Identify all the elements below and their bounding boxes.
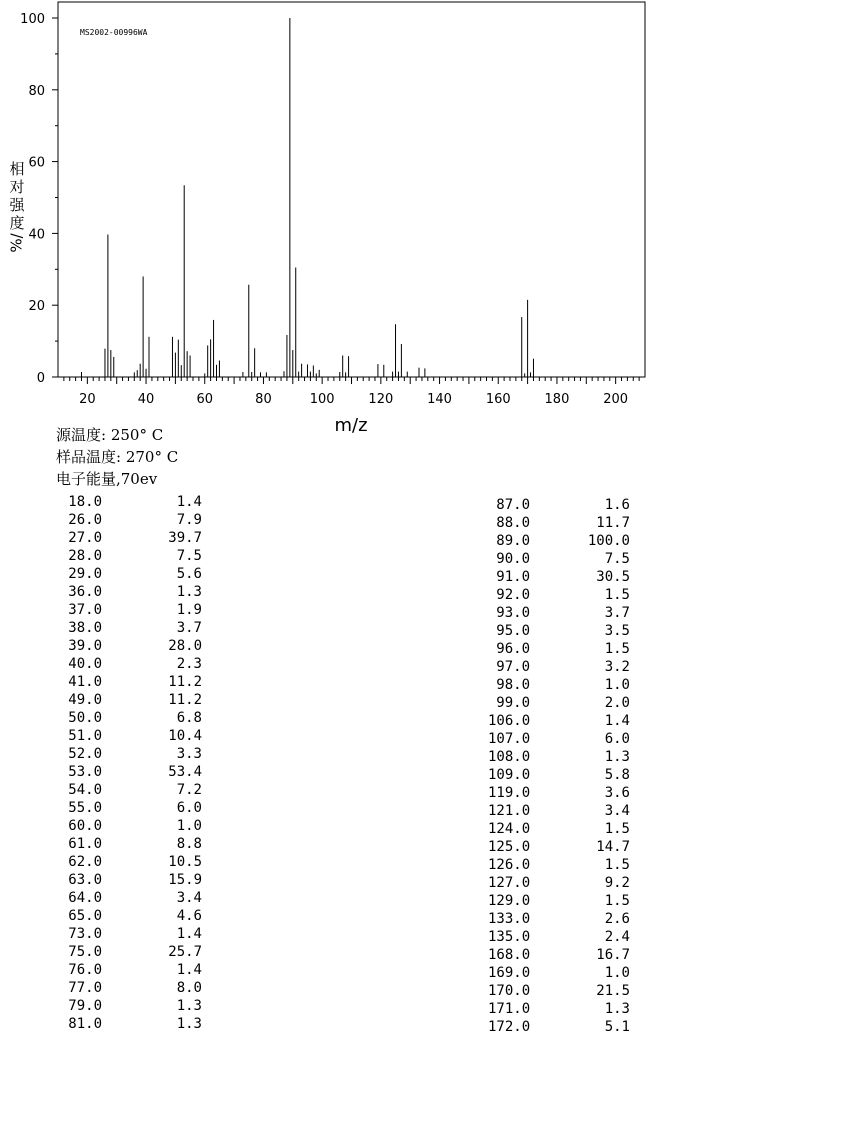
y-tick-label: 0 xyxy=(36,371,45,386)
table-row xyxy=(60,781,202,799)
table-row xyxy=(60,943,202,961)
mz-value: 107.0 xyxy=(488,731,531,747)
abundance-value: 2.6 xyxy=(604,911,630,927)
table-row xyxy=(60,493,202,511)
abundance-value: 1.4 xyxy=(176,494,202,510)
table-row xyxy=(60,925,202,943)
abundance-value: 1.0 xyxy=(604,965,630,981)
mz-value: 26.0 xyxy=(68,512,102,528)
x-tick-label: 200 xyxy=(603,392,629,407)
abundance-value: 3.4 xyxy=(176,890,202,906)
source-temperature: 源温度: 250° C xyxy=(56,426,164,444)
table-row xyxy=(488,838,630,856)
mz-value: 76.0 xyxy=(68,962,102,978)
mz-value: 61.0 xyxy=(68,836,102,852)
abundance-value: 16.7 xyxy=(596,947,630,963)
x-tick-label: 180 xyxy=(544,392,570,407)
abundance-value: 1.3 xyxy=(176,584,202,600)
y-tick-label: 40 xyxy=(28,227,45,243)
sample-temperature: 样品温度: 270° C xyxy=(56,448,179,466)
table-row xyxy=(60,601,202,619)
sample-id: MS2002-00996WA xyxy=(80,28,148,37)
abundance-value: 28.0 xyxy=(168,638,202,654)
table-row xyxy=(60,619,202,637)
mz-value: 36.0 xyxy=(68,584,102,600)
abundance-value: 21.5 xyxy=(596,983,630,999)
table-row xyxy=(60,511,202,529)
table-row xyxy=(60,979,202,997)
mz-value: 29.0 xyxy=(68,566,102,582)
table-row xyxy=(488,910,630,928)
mz-value: 37.0 xyxy=(68,602,102,618)
table-row xyxy=(60,565,202,583)
mz-value: 51.0 xyxy=(68,728,102,744)
abundance-value: 1.9 xyxy=(176,602,202,618)
abundance-value: 1.0 xyxy=(176,818,202,834)
table-row xyxy=(488,568,630,586)
mz-value: 81.0 xyxy=(68,1016,102,1032)
peak-bars xyxy=(81,18,533,377)
abundance-value: 8.8 xyxy=(176,836,202,852)
y-tick-label: 20 xyxy=(28,299,45,315)
mz-value: 172.0 xyxy=(488,1019,531,1035)
table-row xyxy=(488,676,630,694)
mz-value: 95.0 xyxy=(496,623,530,639)
table-row xyxy=(488,496,630,514)
abundance-value: 100.0 xyxy=(587,533,630,549)
table-row xyxy=(60,637,202,655)
table-row xyxy=(488,604,630,622)
abundance-value: 2.4 xyxy=(604,929,630,945)
abundance-value: 15.9 xyxy=(168,872,202,888)
abundance-value: 10.4 xyxy=(168,728,202,744)
y-tick-label: 100 xyxy=(20,12,45,27)
x-tick-label: 80 xyxy=(255,392,272,407)
table-row xyxy=(488,622,630,640)
abundance-value: 6.0 xyxy=(604,731,630,747)
mz-value: 99.0 xyxy=(496,695,530,711)
abundance-value: 39.7 xyxy=(168,530,202,546)
abundance-value: 5.8 xyxy=(604,767,630,783)
mz-value: 127.0 xyxy=(488,875,531,891)
mz-value: 121.0 xyxy=(488,803,531,819)
abundance-value: 11.2 xyxy=(168,692,202,708)
mz-value: 106.0 xyxy=(488,713,531,729)
table-row xyxy=(488,820,630,838)
table-row xyxy=(488,784,630,802)
abundance-value: 1.5 xyxy=(604,893,630,909)
abundance-value: 1.3 xyxy=(176,998,202,1014)
table-row xyxy=(488,946,630,964)
table-row xyxy=(60,655,202,673)
abundance-value: 3.7 xyxy=(604,605,630,621)
mz-value: 135.0 xyxy=(488,929,531,945)
abundance-value: 5.1 xyxy=(604,1019,630,1035)
table-row xyxy=(60,907,202,925)
abundance-value: 1.5 xyxy=(604,587,630,603)
mz-value: 55.0 xyxy=(68,800,102,816)
abundance-value: 1.4 xyxy=(176,926,202,942)
abundance-value: 3.5 xyxy=(604,623,630,639)
table-row xyxy=(60,1015,202,1033)
table-row xyxy=(60,817,202,835)
table-row xyxy=(488,874,630,892)
y-axis-label-char: 强 xyxy=(9,196,25,214)
mz-value: 73.0 xyxy=(68,926,102,942)
mz-value: 52.0 xyxy=(68,746,102,762)
table-row xyxy=(488,856,630,874)
table-row xyxy=(60,727,202,745)
abundance-value: 4.6 xyxy=(176,908,202,924)
mz-value: 39.0 xyxy=(68,638,102,654)
mz-value: 41.0 xyxy=(68,674,102,690)
table-row xyxy=(60,835,202,853)
x-tick-label: 40 xyxy=(137,392,155,407)
table-row xyxy=(488,514,630,532)
abundance-value: 3.7 xyxy=(176,620,202,636)
mz-value: 40.0 xyxy=(68,656,102,672)
abundance-value: 2.3 xyxy=(176,656,202,672)
x-tick-label: 60 xyxy=(196,392,214,407)
table-row xyxy=(488,694,630,712)
abundance-value: 10.5 xyxy=(168,854,202,870)
mz-value: 133.0 xyxy=(488,911,531,927)
plot-frame xyxy=(58,2,645,377)
mz-value: 49.0 xyxy=(68,692,102,708)
mz-value: 171.0 xyxy=(488,1001,531,1017)
abundance-value: 3.3 xyxy=(176,746,202,762)
abundance-value: 7.5 xyxy=(176,548,202,564)
table-row xyxy=(60,853,202,871)
abundance-value: 25.7 xyxy=(168,944,202,960)
abundance-value: 1.4 xyxy=(604,713,630,729)
table-row xyxy=(488,802,630,820)
abundance-value: 14.7 xyxy=(596,839,630,855)
table-row xyxy=(60,799,202,817)
mz-value: 126.0 xyxy=(488,857,531,873)
mz-value: 63.0 xyxy=(68,872,102,888)
mz-value: 38.0 xyxy=(68,620,102,636)
abundance-value: 1.5 xyxy=(604,857,630,873)
table-row xyxy=(60,673,202,691)
abundance-value: 6.8 xyxy=(176,710,202,726)
table-row xyxy=(60,871,202,889)
y-axis-label-char: 相 xyxy=(9,160,25,178)
mz-value: 108.0 xyxy=(488,749,531,765)
table-row xyxy=(488,730,630,748)
table-row xyxy=(488,892,630,910)
abundance-value: 8.0 xyxy=(176,980,202,996)
axis-ticks xyxy=(20,12,639,407)
abundance-value: 9.2 xyxy=(604,875,630,891)
mz-value: 77.0 xyxy=(68,980,102,996)
mz-value: 124.0 xyxy=(488,821,531,837)
mz-value: 87.0 xyxy=(496,497,530,513)
abundance-value: 3.2 xyxy=(604,659,630,675)
table-row xyxy=(60,709,202,727)
y-tick-label: 60 xyxy=(28,155,45,171)
abundance-value: 11.2 xyxy=(168,674,202,690)
mz-value: 64.0 xyxy=(68,890,102,906)
abundance-value: 7.9 xyxy=(176,512,202,528)
x-tick-label: 100 xyxy=(309,392,335,407)
abundance-value: 7.5 xyxy=(604,551,630,567)
mz-value: 91.0 xyxy=(496,569,530,585)
y-axis-label-char: 对 xyxy=(9,178,25,196)
x-tick-label: 120 xyxy=(368,392,394,407)
abundance-value: 1.3 xyxy=(176,1016,202,1032)
mz-value: 90.0 xyxy=(496,551,530,567)
abundance-value: 2.0 xyxy=(604,695,630,711)
mz-value: 170.0 xyxy=(488,983,531,999)
abundance-value: 1.5 xyxy=(604,821,630,837)
mz-value: 119.0 xyxy=(488,785,531,801)
x-axis-label: m/z xyxy=(334,415,368,436)
x-tick-label: 20 xyxy=(79,392,96,407)
table-row xyxy=(488,532,630,550)
x-tick-label: 140 xyxy=(427,392,452,407)
abundance-value: 1.5 xyxy=(604,641,630,657)
table-row xyxy=(488,658,630,676)
mz-value: 169.0 xyxy=(488,965,531,981)
mz-value: 62.0 xyxy=(68,854,102,870)
abundance-value: 3.6 xyxy=(604,785,630,801)
abundance-value: 5.6 xyxy=(176,566,202,582)
abundance-value: 53.4 xyxy=(168,764,202,780)
abundance-value: 11.7 xyxy=(596,515,630,531)
mz-value: 92.0 xyxy=(496,587,530,603)
abundance-value: 1.3 xyxy=(604,1001,630,1017)
mz-value: 75.0 xyxy=(68,944,102,960)
mz-value: 129.0 xyxy=(488,893,531,909)
table-row xyxy=(488,928,630,946)
x-tick-label: 160 xyxy=(485,392,511,407)
mz-value: 79.0 xyxy=(68,998,102,1014)
abundance-value: 3.4 xyxy=(604,803,630,819)
mz-value: 93.0 xyxy=(496,605,530,621)
abundance-value: 1.6 xyxy=(604,497,630,513)
mz-value: 18.0 xyxy=(68,494,102,510)
abundance-value: 1.4 xyxy=(176,962,202,978)
abundance-value: 1.0 xyxy=(604,677,630,693)
table-row xyxy=(60,961,202,979)
table-row xyxy=(488,640,630,658)
mz-value: 97.0 xyxy=(496,659,530,675)
mz-value: 53.0 xyxy=(68,764,102,780)
y-tick-label: 80 xyxy=(28,83,45,99)
table-row xyxy=(488,1018,630,1036)
mz-value: 168.0 xyxy=(488,947,531,963)
y-axis-label xyxy=(6,160,28,252)
peak-table-left xyxy=(60,493,202,1033)
table-row xyxy=(488,748,630,766)
table-row xyxy=(488,712,630,730)
mz-value: 60.0 xyxy=(68,818,102,834)
table-row xyxy=(60,583,202,601)
table-row xyxy=(60,889,202,907)
mz-value: 109.0 xyxy=(488,767,531,783)
y-axis-label-char: 度 xyxy=(9,214,25,232)
table-row xyxy=(60,745,202,763)
peak-table-right xyxy=(488,496,630,1036)
table-row xyxy=(488,982,630,1000)
table-row xyxy=(488,1000,630,1018)
table-row xyxy=(60,997,202,1015)
mass-spectrum-chart xyxy=(0,0,850,440)
table-row xyxy=(488,586,630,604)
mz-value: 28.0 xyxy=(68,548,102,564)
mz-value: 98.0 xyxy=(496,677,530,693)
mz-value: 54.0 xyxy=(68,782,102,798)
mz-value: 88.0 xyxy=(496,515,530,531)
abundance-value: 1.3 xyxy=(604,749,630,765)
table-row xyxy=(60,691,202,709)
y-axis-label-unit: %/ xyxy=(8,233,26,253)
mz-value: 27.0 xyxy=(68,530,102,546)
table-row xyxy=(60,547,202,565)
mz-value: 65.0 xyxy=(68,908,102,924)
table-row xyxy=(488,766,630,784)
mz-value: 125.0 xyxy=(488,839,531,855)
table-row xyxy=(488,550,630,568)
table-row xyxy=(488,964,630,982)
table-row xyxy=(60,763,202,781)
electron-energy: 电子能量,70ev xyxy=(56,470,158,488)
mz-value: 50.0 xyxy=(68,710,102,726)
mz-value: 89.0 xyxy=(496,533,530,549)
mz-value: 96.0 xyxy=(496,641,530,657)
abundance-value: 6.0 xyxy=(176,800,202,816)
abundance-value: 30.5 xyxy=(596,569,630,585)
abundance-value: 7.2 xyxy=(176,782,202,798)
table-row xyxy=(60,529,202,547)
